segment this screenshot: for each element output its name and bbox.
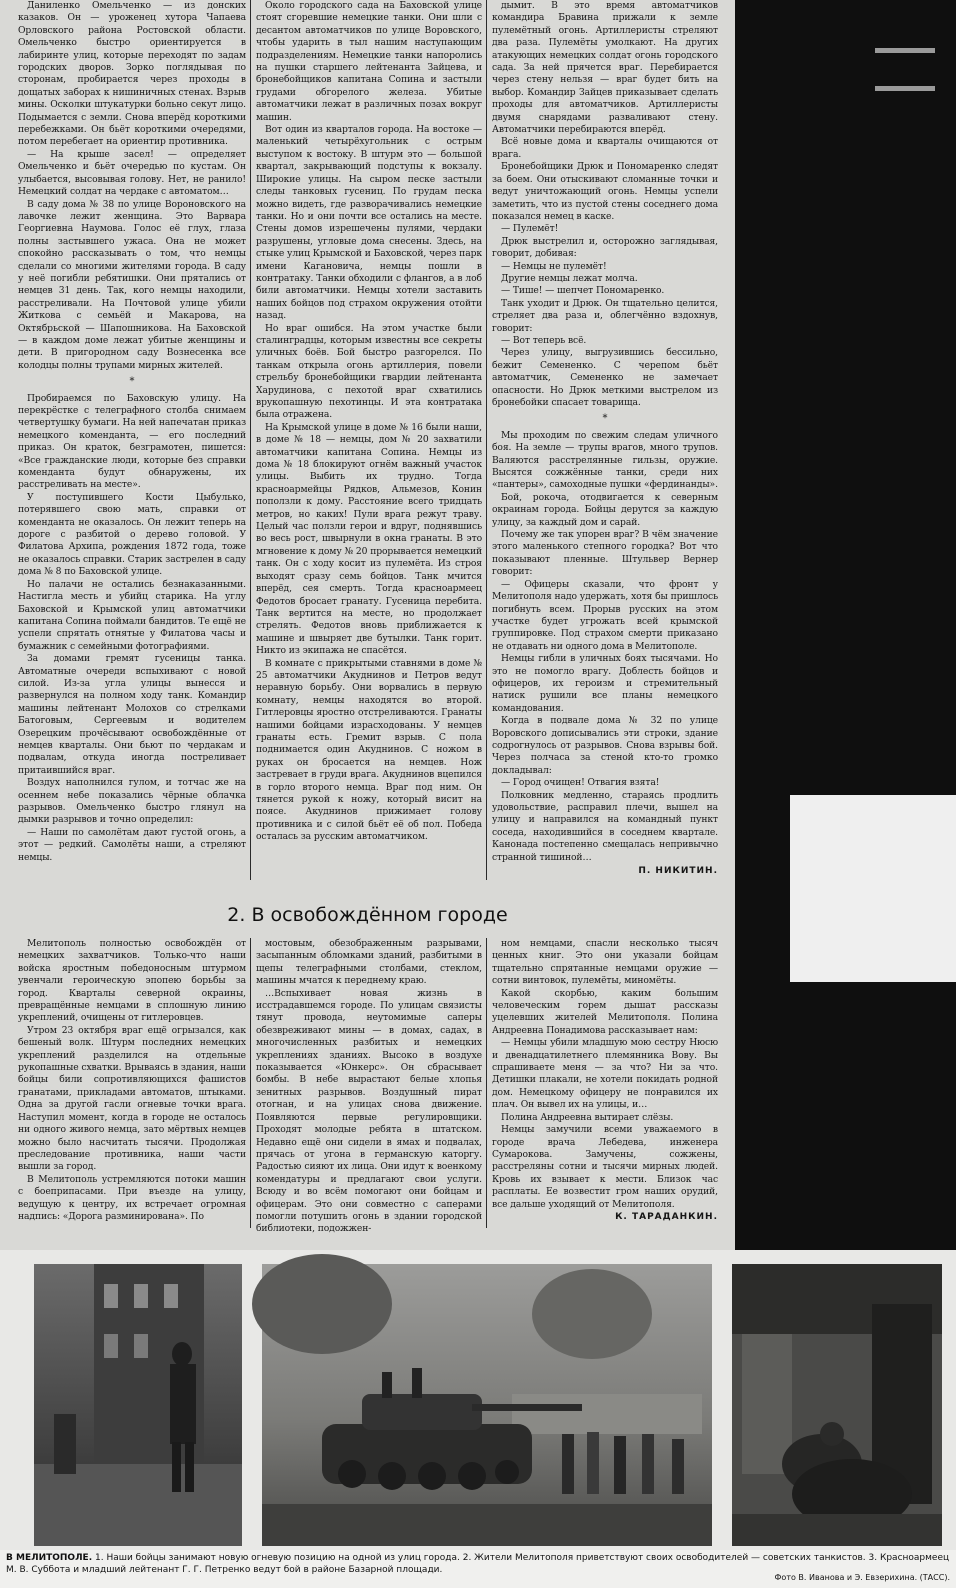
section-separator: * — [602, 413, 608, 425]
column-rule — [486, 0, 487, 880]
photo-credit: Фото В. Иванова и Э. Евзерихина. (ТАСС). — [774, 1573, 950, 1582]
paragraph: Мелитополь полностью освобождён от немецких захватчиков. Только-что наши войска яростным победоносным штурмом увенчали героическую эпопею борьбы за город. Кварталы северной окраины, превращённые немцами в сплошную линию укреплений, очищены от гитлеровцев. — [18, 938, 246, 1024]
paragraph: …Вспыхивает новая жизнь в исстрадавшемся городе. По улицам связисты тянут провода, неутомимые саперы обезвреживают мины — в домах, садах, в многочисленных разбитых и немецких укреплениях зданиях. Высоко в воздухе показывается «Юнкерс». Он сбрасывает бомбы. В небе вырастают белые хлопья зенитных разрывов. Воздушный пират отогнан, и на улицах снова движение. Появляются первые регулировщики. Проходят молодые ребята в штатском. Недавно ещё они сидели в ямах и подвалах, прячась от угона в германскую каторгу. Радостью сияют их лица. Они идут к военкому комендатуры и предлагают свои услуги. Всюду и во всём помогают они бойцам и офицерам. Это они совместно с саперами помогли потушить огонь в здании городской библиотеки, подожжен- — [256, 987, 482, 1235]
paragraph: Через улицу, выгрузившись бессильно, бежит Семененко. С черепом бьёт автоматчик, Семененко не замечает опасности. Но Дрюк меткими выстрелом из бронебойки спасает товарища. — [492, 347, 718, 408]
paragraph: Пробираемся по Баховскую улицу. На перекрёстке с телеграфного столба снимаем четвертушку бумаги. На ней напечатан приказ немецкого коменданта, — его последний приказ. Он краток, безграмотен, пишется: «Все гражданские люди, которые без справки коменданта будут обнаружены, их расстреливать на месте». — [18, 392, 246, 491]
article2-signature: К. ТАРАДАНКИН. — [615, 1212, 718, 1222]
paragraph: Почему же так упорен враг? В чём значение этого маленького степного городка? Вот что показывают пленные. Штульвер Вернер говорит: — [492, 529, 718, 578]
paragraph: Полина Андреевна вытирает слёзы. — [501, 1111, 674, 1123]
paragraph: В комнате с прикрытыми ставнями в доме № 25 автоматчики Акуднинов и Петров ведут неравную борьбу. Они ворвались в первую комнату, немцы находятся во второй. Гитлеровцы яростно отстреливаются. Гранаты нашими бойцами израсходованы. У немцев гранаты есть. Гремит взрыв. С пола поднимается один Акуднинов. С ножом в руках он бросается на немцев. Нож застревает в груди врага. Акуднинов вцепился в горло второго немца. Враг под ним. Он тянется рукой к ножу, который висит на поясе. Акуднинов прижимает голову противника и с силой бьёт её об пол. Победа осталась за русским автоматчиком. — [256, 657, 482, 843]
paragraph: мостовым, обезображенным разрывами, засыпанным обломками зданий, разбитыми в щепы телеграфными столбами, стеклом, машины мчатся к переднему краю. — [256, 938, 482, 987]
paragraph: Но палачи не остались безнаказанными. Настигла месть и убийц старика. На углу Баховской и Крымской улиц автоматчики капитана Сопина поймали бандитов. Те ещё не успели спрятать отнятые у Филатова часы и бумажник с семейными фотографиями. — [18, 578, 246, 652]
photo-street-soldiers — [34, 1264, 242, 1546]
paragraph: — Немцы убили младшую мою сестру Нюсю и двенадцатилетнего племянника Вову. Вы спрашиваете меня — за что? Ни за что. Детишки плакали, не хотели покидать родной дом. Немецкому офицеру не понравился их плач. Он вывел их на улицы, и… — [492, 1037, 718, 1111]
article1-column-2 — [256, 0, 482, 880]
caption-lead: В МЕЛИТОПОЛЕ. — [6, 1553, 93, 1563]
paragraph: ном немцами, спасли несколько тысяч ценных книг. Это они указали бойцам тщательно спрятанные немцами оружие — сотни винтовок, пулемёты, миномёты. — [492, 938, 718, 987]
paragraph: — Вот теперь всё. — [501, 334, 587, 346]
paragraph: — На крыше засел! — определяет Омельченко и бьёт очередью по кустам. Он улыбается, высовывая голову. Нет, не ранило! Немецкий солдат на чердаке с автоматом… — [18, 148, 246, 198]
paragraph: Бой, рокоча, отодвигается к северным окраинам города. Бойцы дерутся за каждую улицу, за каждый дом и сарай. — [492, 491, 718, 528]
scan-artifact — [875, 48, 935, 53]
paragraph: Воздух наполнился гулом, и тотчас же на осеннем небе показались чёрные облачка разрывов. Омельченко быстро глянул на дымки разрывов и точно определил: — [18, 777, 246, 826]
article1-column-3 — [492, 0, 718, 862]
article2-column-2 — [256, 938, 482, 1235]
paragraph: Всё новые дома и кварталы очищаются от врага. — [492, 136, 718, 160]
photo-soldiers-at-gate — [732, 1264, 942, 1546]
article1-column-1 — [18, 0, 246, 880]
caption-text: 1. Наши бойцы занимают новую огневую позицию на одной из улиц города. 2. Жители Мелитополя приветствуют своих освободителей — советских танкистов. 3. Красноармеец М. В. Суббота и младший лейтенант Г. Г. Петренко ведут бой в районе Базарной площади. — [6, 1553, 950, 1575]
scan-background — [735, 0, 956, 1250]
column-rule — [250, 0, 251, 880]
paragraph: дымит. В это время автоматчиков командира Бравина прижали к земле пулемётный огонь. Артиллеристы стреляют два раза. Пулемёты умолкают. На других атакующих немецких солдат огонь городского сада. За ней прячется враг. Перебирается через стену нельзя — враг будет бить на выбор. Командир Зайцев приказывает сделать проходы для автоматчиков. Артиллеристы двумя снарядами разваливают стену. Автоматчики перебираются вперёд. — [492, 0, 718, 136]
paragraph: Когда в подвале дома № 32 по улице Воровского дописывались эти строки, здание содрогнулось от разрывов. Снова взрывы бой. Через полчаса за стеной кто-то громко докладывал: — [492, 715, 718, 776]
paragraph: Дрюк выстрелил и, осторожно заглядывая, говорит, добивая: — [492, 235, 718, 260]
paragraph: — Немцы не пулемёт! — [501, 260, 607, 272]
paragraph: Полковник медленно, стараясь продлить удовольствие, расправил плечи, вышел на улицу и направился на командный пункт соседа, находившийся в соседнем квартале. Канонада постепенно смещалась непривычно странной тишиной… — [492, 789, 718, 863]
photo-tank-with-residents — [262, 1264, 712, 1546]
paragraph: На Крымской улице в доме № 16 были наши, в доме № 18 — немцы, дом № 20 захватили автоматчики капитана Сопина. Немцы из дома № 18 блокируют огнём важный участок улицы. Выбить их трудно. Тогда красноармейцы Рядков, Альмезов, Конин поползли к дому. Расстояние всего тридцать метров, но каких! Пули врага режут траву. Целый час ползли герои и вдруг, поднявшись во весь рост, швырнули в окна гранаты. В это мгновение к дому № 20 прорывается немецкий танк. Он с ходу косит из пулемёта. Из строя выходят сразу семь бойцов. Танк мчится вперёд, сея смерть. Тогда красноармеец Федотов бросает гранату. Гусеница перебита. Танк вертится на месте, но продолжает стрелять. Федотов вновь приближается к машине и швыряет две бутылки. Танк горит. Никто из экипажа не спасётся. — [256, 421, 482, 657]
paragraph: У поступившего Кости Цыбулько, потерявшего свою мать, справки от коменданта не оказалось. Он лежит теперь на дороге с разбитой о дерево головой. У Филатова Архипа, рождения 1872 года, тоже не оказалось справки. Старик застрелен в саду дома № 8 по Баховской улице. — [18, 491, 246, 578]
scan-artifact — [790, 795, 956, 982]
paragraph: Бронебойщики Дрюк и Пономаренко следят за боем. Они отыскивают сломанные точки и ведут уничтожающий огонь. Немцы успели заметить, что из пустой стены соседнего дома показался немец в каске. — [492, 161, 718, 222]
paragraph: — Офицеры сказали, что фронт у Мелитополя надо удержать, хотя бы пришлось погибнуть всем. Прорыв русских на этом участке будет угрожать всей крымской группировке. Под страхом смерти приказано не отдавать ни одного дома в Мелитополе. — [492, 578, 718, 652]
paragraph: В Мелитополь устремляются потоки машин с боеприпасами. При въезде на улицу, ведущую к центру, их встречает огромная надпись: «Дорога разминирована». По — [18, 1173, 246, 1222]
paragraph: — Тише! — шепчет Пономаренко. — [501, 285, 665, 297]
photo-caption — [0, 1550, 956, 1588]
column-rule — [250, 938, 251, 1228]
paragraph: Другие немцы лежат молча. — [501, 272, 638, 284]
paragraph: В саду дома № 38 по улице Вороновского на лавочке лежит женщина. Это Варвара Георгиевна Наумова. Голос её глух, глаза полны застывшего ужаса. Она не может спокойно рассказывать о том, что немцы сделали со многими жителями города. В саду у неё погибли ребятишки. Они прятались от немцев 31 день. Так, кого немцы находили, расстреливали. На Почтовой улице убили Житкова с семьёй и Макарова, на Октябрьской — Шапошникова. На Баховской — в каждом доме лежат убитые женщины и дети. В пригородном саду Вознесенка все колодцы полны трупами мирных жителей. — [18, 198, 246, 371]
paragraph: Танк уходит и Дрюк. Он тщательно целится, стреляет два раза и, облегчённо вздохнув, говорит: — [492, 297, 718, 334]
paragraph: Даниленко Омельченко — из донских казаков. Он — уроженец хутора Чапаева Орловского района Ростовской области. Омельченко быстро ориентируется в лабиринте улиц, которые переходят по задам городских дворов. Зорко поглядывая по сторонам, пробирается через проходы в дощатых заборах к нишиничных стенах. Взрыв мины. Осколки штукатурки больно секут лицо. Подымается с земли. Снова вперёд короткими перебежками. Он бьёт короткими очередями, потом перебегает на ориентир противника. — [18, 0, 246, 148]
paragraph: Около городского сада на Баховской улице стоят сгоревшие немецкие танки. Они шли с десантом автоматчиков по улице Воровского, чтобы ударить в тыл нашим наступающим подразделениям. Немецкие танки напоролись на пушки старшего лейтенанта Зайцева, и бронебойщиков капитана Сопина и застыли грудами обгорелого железа. Убитые автоматчики лежат в различных позах вокруг машин. — [256, 0, 482, 123]
section-separator: * — [129, 376, 135, 388]
article2-heading: 2. В освобождённом городе — [227, 904, 508, 926]
paragraph: Утром 23 октября враг ещё огрызался, как бешеный волк. Штурм последних немецких укреплений разделился на отдельные рукопашные схватки. Врываясь в здания, наши бойцы били сопротивляющихся фашистов гранатами, прикладами автоматов, штыками. Одна за другой гасли огневые точки врага. Наступил момент, когда в городе не осталось ни одного живого немца, зато мёртвых немцев можно было насчитать тысячи. Продолжая преследование противника, наши части вышли за город. — [18, 1024, 246, 1173]
article1-signature: П. НИКИТИН. — [638, 866, 718, 876]
paragraph: Немцы гибли в уличных боях тысячами. Но это не помогло врагу. Доблесть бойцов и офицеров, их героизм и стремительный натиск рушили все планы немецкого командования. — [492, 653, 718, 714]
scan-artifact — [875, 86, 935, 91]
article2-column-1 — [18, 938, 246, 1228]
paragraph: — Пулемёт! — [501, 223, 559, 235]
paragraph: Мы проходим по свежим следам уличного боя. На земле — трупы врагов, много трупов. Валяются расстрелянные гильзы, оружие. Высятся сожжённые танки, среди них «пантеры», самоходные пушки «фердинанды». — [492, 429, 718, 491]
paragraph: За домами гремят гусеницы танка. Автоматные очереди вспыхивают с новой силой. Из-за угла улицы вынесся и развернулся на полном ходу танк. Командир машины лейтенант Молохов со стрелками Батоговым, Сергеевым и водителем Озерецким прочёсывают освобождённые от немцев кварталы. Они бьют по чердакам и подвалам, откуда иногда постреливает притаившийся враг. — [18, 653, 246, 776]
paragraph: Но враг ошибся. На этом участке были сталинградцы, которым известны все секреты уличных боёв. Бой быстро разгорелся. По танкам открыла огонь артиллерия, повели стрельбу бронебойщики гвардии лейтенанта Харудинова, с пехотой враг схватились врукопашную пехотинцы. И эта контратака была отражена. — [256, 322, 482, 421]
column-rule — [486, 938, 487, 1228]
paragraph: — Наши по самолётам дают густой огонь, а этот — редкий. Самолёты наши, а стреляют немцы. — [18, 826, 246, 863]
photo-strip — [0, 1250, 956, 1550]
paragraph: Какой скорбью, каким большим человеческим горем дышат рассказы уцелевших жителей Мелитополя. Полина Андреевна Понадимова рассказывает нам: — [492, 987, 718, 1036]
paragraph: — Город очищен! Отвагия взята! — [501, 777, 660, 789]
paragraph: Вот один из кварталов города. На востоке — маленький четырёхугольник с острым выступом к востоку. В штурм это — большой квартал, закрывающий подступы к вокзалу. Широкие улицы. На сыром песке застыли следы танковых гусениц. По грудам песка можно видеть, где разворачивались немецкие танки. Но и они почти все остались на месте. Стены домов изрешечены пулями, чердаки разрушены, угловые дома снесены. Здесь, на стыке улиц Крымской и Баховской, через парк имени Кагановича, немцы пошли в контратаку. Танки обходили с флангов, а в лоб били автоматчики. Немцы хотели заставить наших бойцов под страхом окружения отойти назад. — [256, 124, 482, 322]
article2-column-3 — [492, 938, 718, 1210]
paragraph: Немцы замучили всеми уважаемого в городе врача Лебедева, инженера Сумарокова. Замучены, сожжены, расстреляны сотни и тысячи мирных людей. Кровь их взывает к мести. Близок час расплаты. Ее возвестит гром наших орудий, все дальше уходящий от Мелитополя. — [492, 1124, 718, 1210]
